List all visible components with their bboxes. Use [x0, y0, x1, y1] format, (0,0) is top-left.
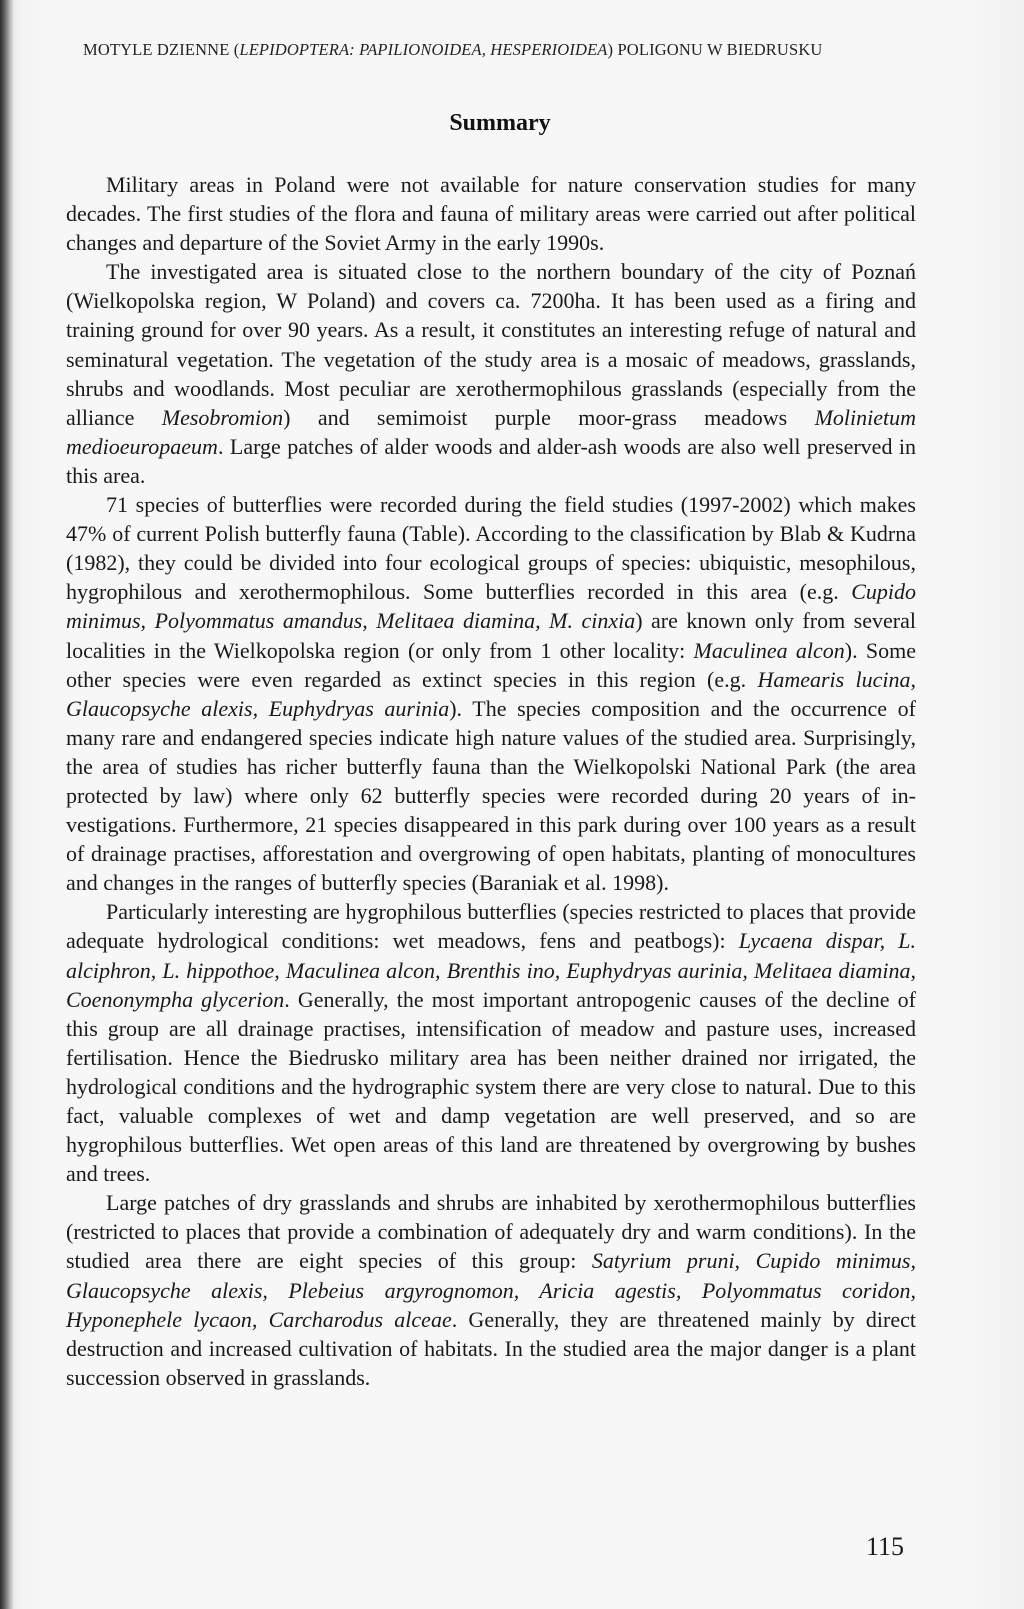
- paragraph-4: [66, 897, 916, 1188]
- paragraph-3-italic-1: Cupido minimus, Polyommatus amandus, Melitaea diamina, M. cinxia: [66, 579, 916, 634]
- paragraph-1-text-1: Military areas in Poland were not available for nature conservation studies for many decades. The first studies of the flora and fauna of military areas were carried out after political changes and departure of the Soviet Army in the early 1990s.: [66, 172, 916, 256]
- paragraph-3-italic-2: Maculinea alcon: [693, 637, 845, 663]
- header-prefix: MOTYLE DZIENNE (: [83, 40, 240, 59]
- running-header: [83, 40, 943, 60]
- paragraph-4-text-2: . Generally, the most important antropogenic causes of the decline of this group are all drainage practises, intensification of meadow and pasture uses, increased fertilisation. Hence the Biedrusko military area has been neither drained nor irrigated, the hydrological conditions and the hydrographic system there are very close to natural. Due to this fact, valuable complexes of wet and damp vegetation are well preserved, and so are hygrophilous butterflies. Wet open areas of this land are threatened by overgrowing by bushes and trees.: [66, 986, 916, 1187]
- header-suffix: ) POLIGONU W BIEDRUSKU: [607, 40, 823, 59]
- paragraph-3: [66, 490, 916, 897]
- paragraph-3-text-1: 71 species of butterflies were recorded during the field studies (1997-2002) which makes 47% of current Polish butterfly fauna (Table). According to the classification by Blab & Kudrna (1982), they could be divided into four ecological groups of species: ubiquistic, mesophilous, hygrophilous and xerothermophilous. Some butterflies recorded in this area (e.g.: [66, 492, 916, 605]
- paragraph-2: [66, 257, 916, 490]
- paragraph-3-text-4: ). The species composition and the occurrence of many rare and endangered species indicate high nature values of the studied area. Surprisingly, the area of studies has richer butterfly fauna than the Wielkopolski National Park (the area protected by law) where only 62 butterfly species were recorded during 20 years of investigations. Furthermore, 21 species disappeared in this park during over 100 years as a result of drainage practises, afforestation and overgrowing of open habitats, planting of monocultures and changes in the ranges of butterfly species (Baraniak et al. 1998).: [66, 695, 916, 896]
- paragraph-5: [66, 1188, 916, 1392]
- paragraph-1: [66, 170, 916, 257]
- paragraph-2-text-2: ) and semimoist purple moor-grass meadows: [283, 404, 815, 430]
- paragraph-2-text-3: . Large patches of alder woods and alder-ash woods are also well preserved in this area.: [66, 433, 916, 488]
- paragraph-3-italic-3: Hamearis lucina, Glaucopsyche alexis, Euphydryas aurinia: [66, 666, 916, 721]
- paragraph-5-italic-1: Satyrium pruni, Cupido minimus, Glaucopsyche alexis, Plebeius argyrognomon, Aricia agestis, Polyommatus coridon, Hyponephele lycaon, Carcharodus alceae: [66, 1248, 916, 1332]
- paragraph-2-text-1: The investigated area is situated close to the northern boundary of the city of Poznań (Wielkopolska region, W Poland) and covers ca. 7200ha. It has been used as a firing and training ground for over 90 years. As a result, it constitutes an interesting refuge of natural and seminatural vegetation. The vegetation of the study area is a mosaic of meadows, grasslands, shrubs and woodlands. Most peculiar are xerothermophilous grasslands (especially from the alliance: [66, 259, 916, 430]
- section-title: Summary: [449, 110, 551, 136]
- paragraph-3-text-3: ). Some other species were even regarded as extinct species in this region (e.g.: [66, 637, 916, 692]
- paragraph-5-text-2: . Generally, they are threatened mainly by direct destruction and increased cultivation of habitats. In the studied area the major danger is a plant succession observed in grasslands.: [66, 1306, 916, 1390]
- paragraph-4-italic-1: Lycaena dispar, L. alciphron, L. hippothoe, Maculinea alcon, Brenthis ino, Euphydryas aurinia, Melitaea diamina, Coenonympha glycerion: [66, 928, 916, 1012]
- paragraph-2-italic-2: Molinietum medioeuropaeum: [66, 404, 917, 459]
- header-italic: LEPIDOPTERA: PAPILIONOIDEA, HESPERIOIDEA: [239, 40, 608, 59]
- paragraph-4-text-1: Particularly interesting are hygrophilous butterflies (species restricted to places that provide adequate hydrological conditions: wet meadows, fens and peatbogs):: [66, 899, 916, 954]
- paragraph-3-text-2: ) are known only from several localities in the Wielkopolska region (or only from 1 other locality:: [66, 608, 916, 663]
- page-number: 115: [866, 1532, 905, 1561]
- summary-body: [66, 170, 916, 1392]
- binding-shadow: [0, 0, 14, 1609]
- paragraph-5-text-1: Large patches of dry grasslands and shrubs are inhabited by xerothermophilous butterflies (restricted to places that provide a combination of adequately dry and warm conditions). In the studied area there are eight species of this group:: [66, 1190, 916, 1274]
- paragraph-2-italic-1: Mesobromion: [161, 404, 284, 430]
